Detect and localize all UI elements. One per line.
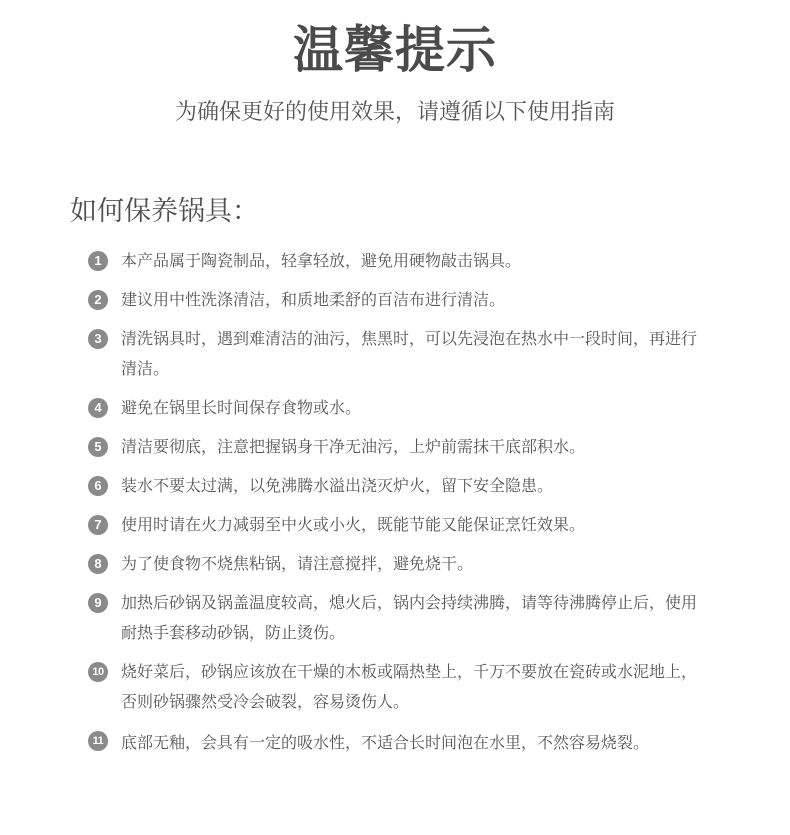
list-item-text: 底部无釉，会具有一定的吸水性，不适合长时间泡在水里，不然容易烧裂。 [121,733,650,752]
list-item [88,471,708,501]
list-item [88,324,708,384]
list-item [88,657,708,717]
list-item-text: 加热后砂锅及锅盖温度较高，熄火后，锅内会持续沸腾，请等待沸腾停止后，使用耐热手套移动砂锅，防止烫伤。 [121,593,698,642]
list-item [88,588,708,648]
number-badge: 9 [88,593,108,613]
list-item-text: 本产品属于陶瓷制品，轻拿轻放，避免用硬物敲击锅具。 [121,251,522,270]
list-item-text: 使用时请在火力减弱至中火或小火，既能节能又能保证烹饪效果。 [121,515,586,534]
page-title: 温馨提示 [293,21,497,79]
number-badge: 1 [88,251,108,271]
list-item-text: 建议用中性洗涤清洁，和质地柔舒的百洁布进行清洁。 [121,290,506,309]
list-item [88,549,708,579]
list-item-text: 装水不要太过满，以免沸腾水溢出浇灭炉火，留下安全隐患。 [121,476,554,495]
number-badge: 11 [88,731,108,751]
list-item-text: 避免在锅里长时间保存食物或水。 [121,398,362,417]
list-item [88,246,708,276]
list-item-text: 为了使食物不烧焦粘锅，请注意搅拌，避免烧干。 [121,554,474,573]
list-item [88,393,708,423]
number-badge: 2 [88,290,108,310]
section-heading: 如何保养锅具： [70,196,259,227]
list-item [88,726,708,760]
list-item [88,432,708,462]
number-badge: 7 [88,515,108,535]
number-badge: 3 [88,329,108,349]
list-item-text: 烧好菜后，砂锅应该放在干燥的木板或隔热垫上，千万不要放在瓷砖或水泥地上，否则砂锅骤然受冷会破裂，容易烫伤人。 [121,662,698,711]
list-item [88,285,708,315]
page-subtitle: 为确保更好的使用效果，请遵循以下使用指南 [174,100,615,125]
number-badge: 10 [88,662,108,682]
number-badge: 4 [88,398,108,418]
tips-list [88,246,708,769]
list-item-text: 清洁要彻底，注意把握锅身干净无油污，上炉前需抹干底部积水。 [121,437,586,456]
number-badge: 5 [88,437,108,457]
number-badge: 8 [88,554,108,574]
list-item [88,510,708,540]
list-item-text: 清洗锅具时，遇到难清洁的油污，焦黑时，可以先浸泡在热水中一段时间，再进行清洁。 [121,329,698,378]
number-badge: 6 [88,476,108,496]
